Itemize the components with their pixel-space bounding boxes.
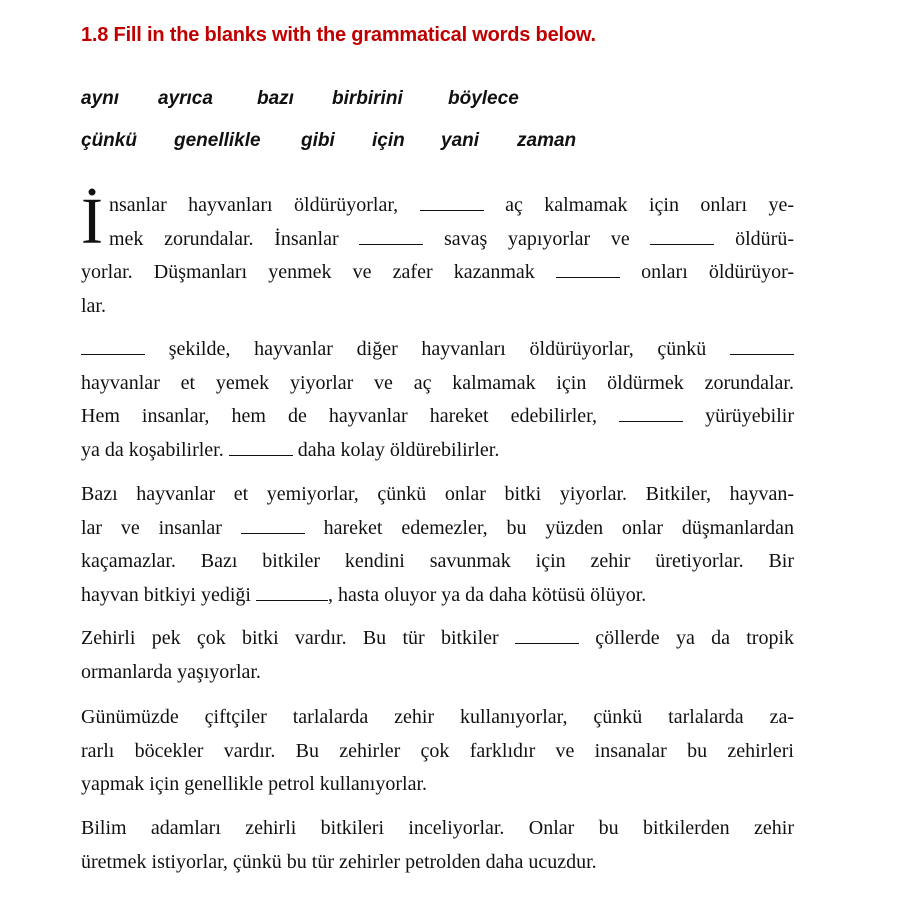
text-line: Bilim adamları zehirli bitkileri inceliyorlar. Onlar bu bitkilerden zehir xyxy=(81,817,794,839)
blank-line xyxy=(515,642,579,644)
text-line: ya da koşabilirler. daha kolay öldürebilirler. xyxy=(81,438,500,461)
text-line: yapmak için genellikle petrol kullanıyorlar. xyxy=(81,773,428,795)
paragraph-3 xyxy=(81,478,794,612)
blank-line xyxy=(730,353,794,355)
exercise-heading: 1.8 Fill in the blanks with the grammatical words below. xyxy=(81,24,596,46)
blank-line xyxy=(229,454,293,456)
word-bank-item: çünkü xyxy=(81,130,137,151)
blank-line xyxy=(619,420,683,422)
text-line: lar ve insanlar hareket edemezler, bu yüzden onlar düşmanlardan xyxy=(81,516,795,539)
text-line: lar. xyxy=(81,294,106,317)
word-bank-item: gibi xyxy=(301,130,335,151)
text-line: nsanlar hayvanları öldürüyorlar, aç kalmamak için onları ye- xyxy=(108,194,795,216)
text-line: mek zorundalar. İnsanlar savaş yapıyorlar ve öldürü- xyxy=(108,227,795,250)
text-line: kaçamazlar. Bazı bitkiler kendini savunmak için zehir üretiyorlar. Bir xyxy=(81,550,794,572)
paragraph-2 xyxy=(81,333,794,467)
word-bank-item: aynı xyxy=(81,88,120,109)
paragraph-5 xyxy=(81,701,794,802)
paragraph-4 xyxy=(81,622,794,689)
text-line: hayvanlar et yemek yiyorlar ve aç kalmamak için öldürmek zorundalar. xyxy=(81,371,794,394)
blank-line xyxy=(420,209,484,211)
word-bank-item: yani xyxy=(441,130,480,151)
text-line: Bazı hayvanlar et yemiyorlar, çünkü onlar bitki yiyorlar. Bitkiler, hayvan- xyxy=(81,483,794,505)
text-line: şekilde, hayvanlar diğer hayvanları öldürüyorlar, çünkü xyxy=(81,333,794,367)
text-line: rarlı böcekler vardır. Bu zehirler çok farklıdır ve insanalar bu zehirleri xyxy=(81,739,794,762)
drop-cap: İ xyxy=(81,185,103,258)
blank-line xyxy=(256,599,328,601)
word-bank-item: birbirini xyxy=(332,88,403,109)
text-line: yorlar. Düşmanları yenmek ve zafer kazanmak onları öldürüyor- xyxy=(81,261,795,283)
blank-line xyxy=(556,276,620,278)
paragraph-6 xyxy=(81,812,794,879)
text-line: Zehirli pek çok bitki vardır. Bu tür bitkiler çöllerde ya da tropik xyxy=(81,627,795,649)
blank-line xyxy=(241,532,305,534)
word-bank-item: bazı xyxy=(257,88,294,109)
word-bank-item: genellikle xyxy=(174,130,261,151)
blank-line xyxy=(650,243,714,245)
blank-line xyxy=(81,353,145,355)
word-bank-item: böylece xyxy=(448,88,519,109)
text-line: hayvan bitkiyi yediği , hasta oluyor ya da daha kötüsü ölüyor. xyxy=(81,583,647,606)
text-line: üretmek istiyorlar, çünkü bu tür zehirler petrolden daha ucuzdur. xyxy=(81,850,597,873)
text-line: ormanlarda yaşıyorlar. xyxy=(81,660,261,683)
word-bank-item: ayrıca xyxy=(158,88,213,109)
blank-line xyxy=(359,243,423,245)
word-bank-item: zaman xyxy=(517,130,577,151)
word-bank-item: için xyxy=(372,130,405,151)
text-line: Günümüzde çiftçiler tarlalarda zehir kullanıyorlar, çünkü tarlalarda za- xyxy=(81,706,794,728)
paragraph-1 xyxy=(81,185,795,323)
text-line: Hem insanlar, hem de hayvanlar hareket edebilirler, yürüyebilir xyxy=(81,405,794,427)
